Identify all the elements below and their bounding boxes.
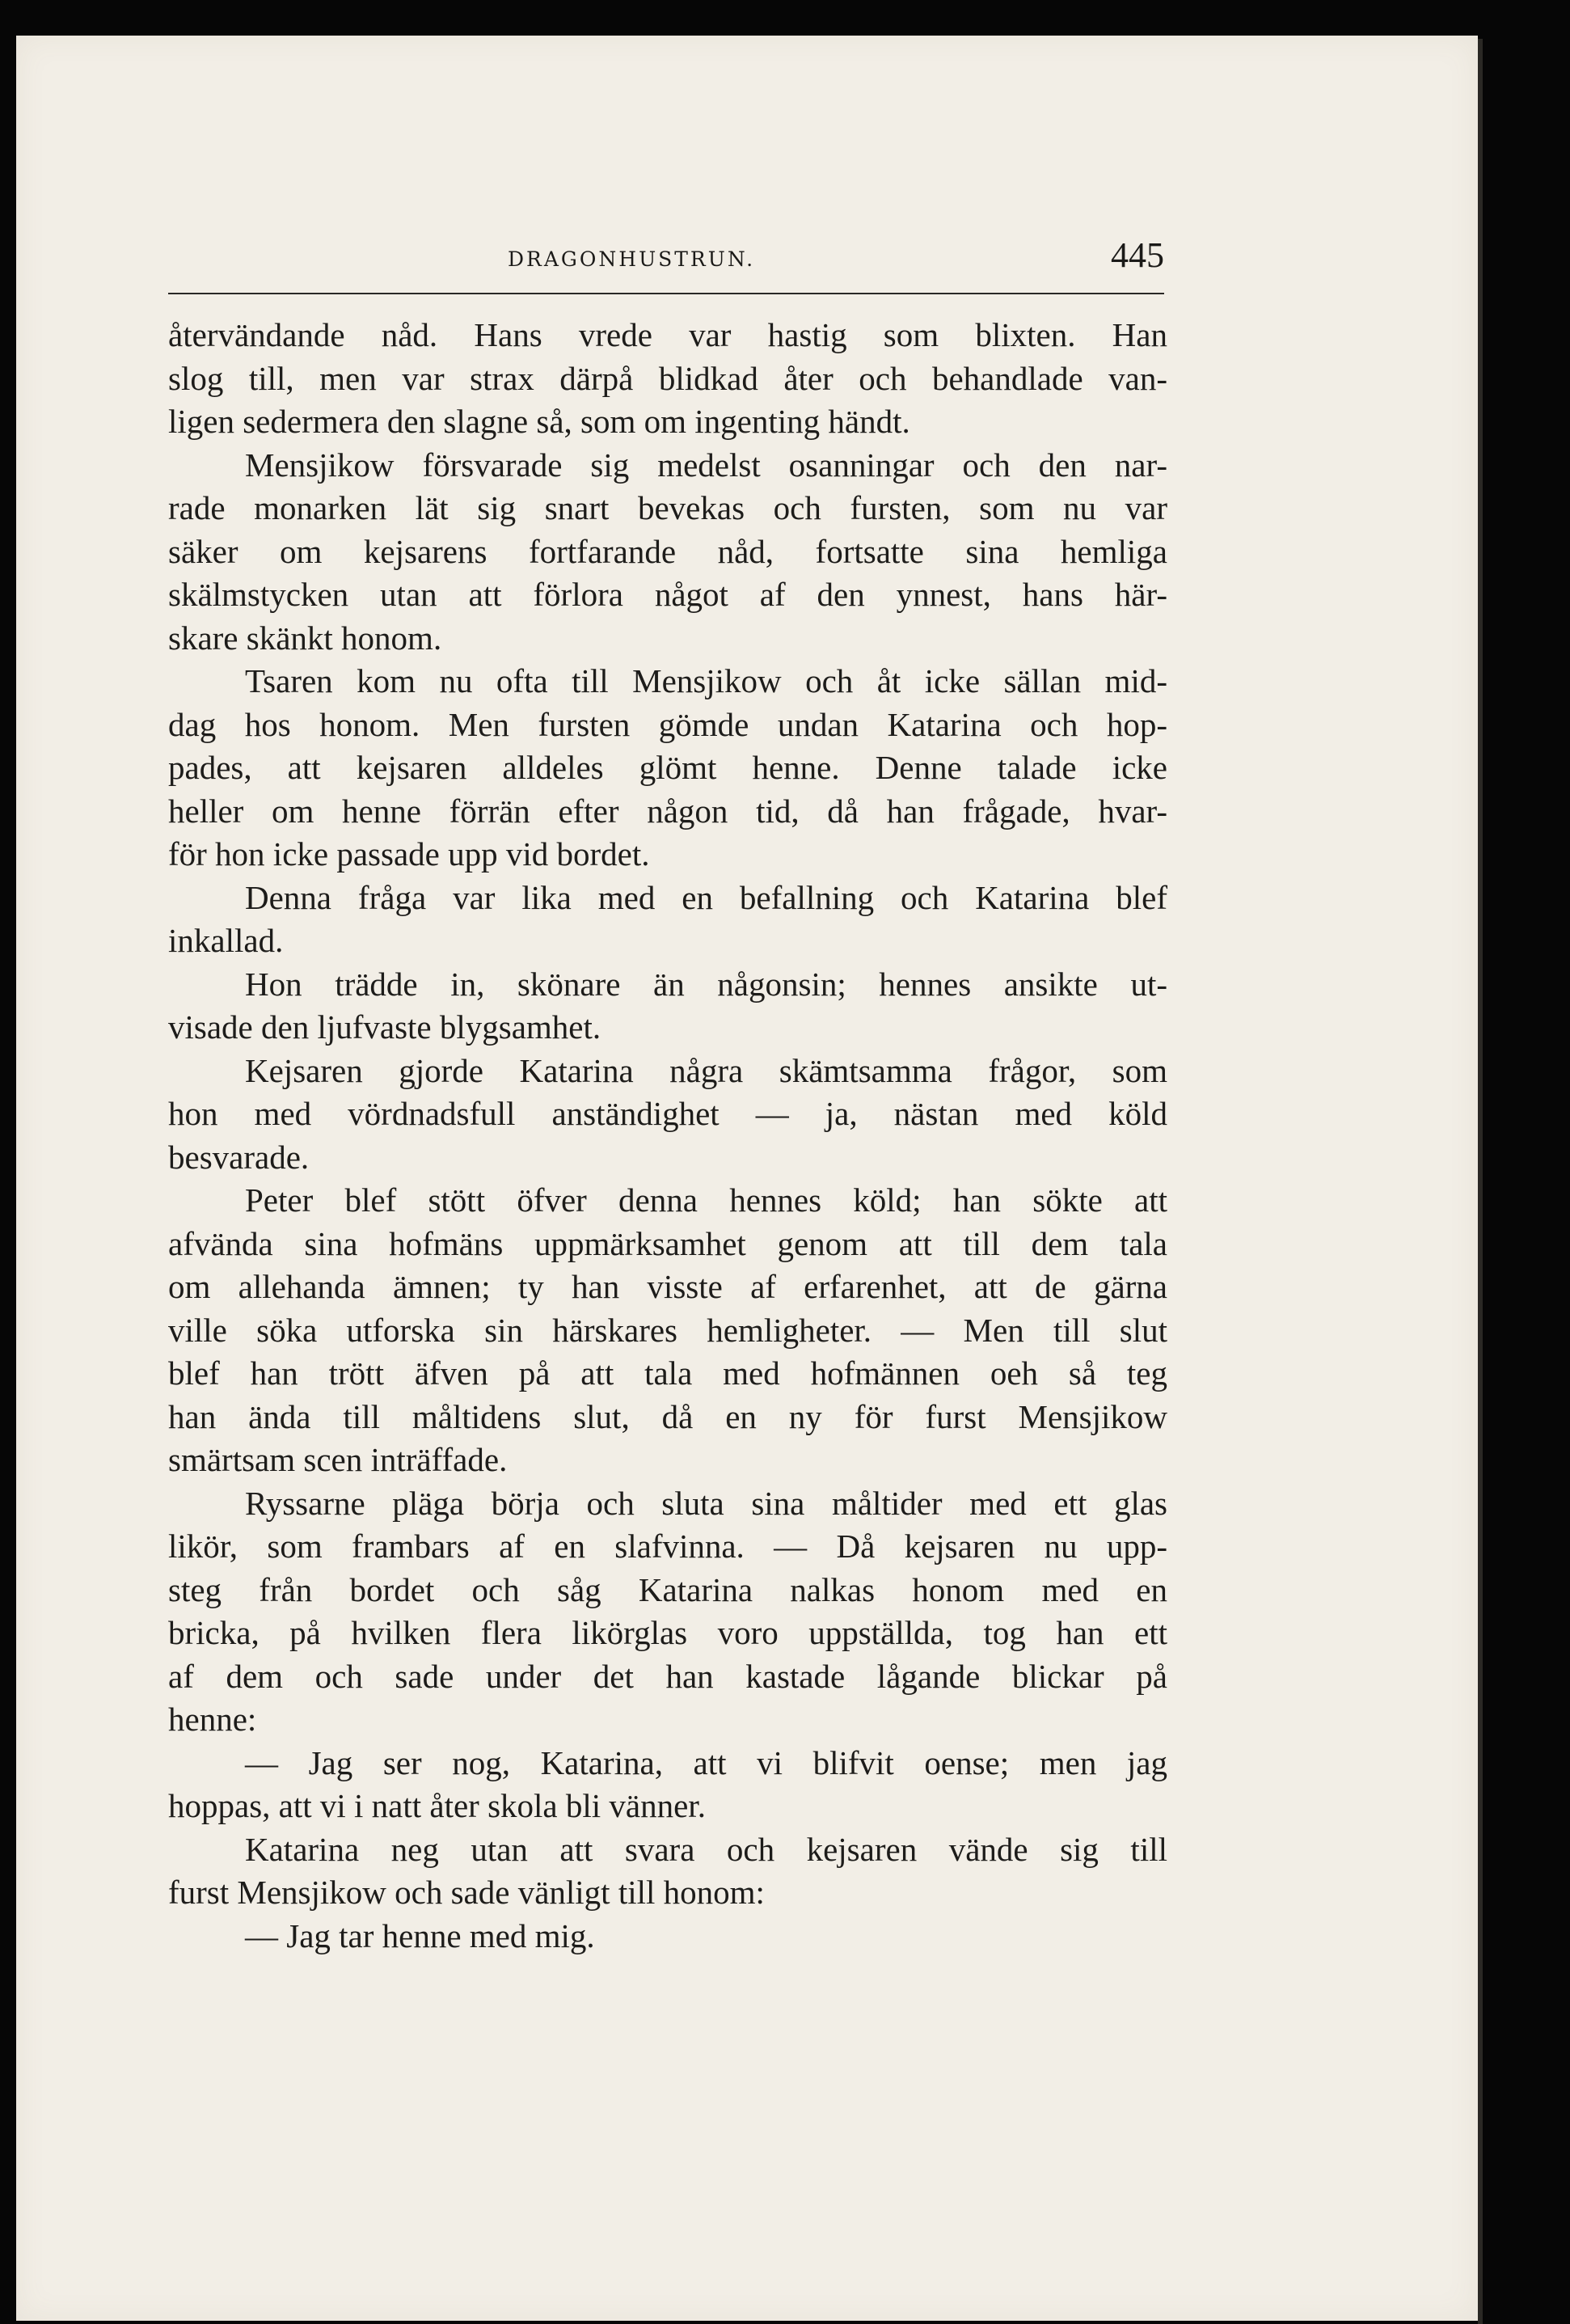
text-line: återvändande nåd. Hans vrede var hastig som blixten. Han [168,316,1167,353]
text-line: Kejsaren gjorde Katarina några skämtsamma frågor, som [245,1051,1167,1089]
text-line: inkallad. [168,922,284,959]
text-line: skare skänkt honom. [168,619,442,657]
text-line: Peter blef stött öfver denna hennes köld; han sökte att [245,1181,1167,1219]
text-line: heller om henne förrän efter någon tid, då han frågade, hvar- [168,792,1167,830]
text-line: ville söka utforska sin härskares hemligheter. — Men till slut [168,1311,1167,1349]
running-head: DRAGONHUSTRUN. [508,247,756,271]
text-line: pades, att kejsaren alldeles glömt henne. Denne talade icke [168,749,1167,786]
text-line: — Jag ser nog, Katarina, att vi blifvit oense; men jag [245,1743,1167,1781]
text-line: likör, som frambars af en slafvinna. — Då kejsaren nu upp- [168,1528,1167,1565]
text-line: slog till, men var strax därpå blidkad åter och behandlade van- [168,359,1167,397]
text-line: dag hos honom. Men fursten gömde undan Katarina och hop- [168,705,1167,743]
text-line: blef han trött äfven på att tala med hofmännen oeh så teg [168,1354,1167,1392]
text-line: henne: [168,1701,257,1738]
page-edge [1478,39,1483,2324]
text-line: afvända sina hofmäns uppmärksamhet genom att till dem tala [168,1224,1167,1262]
text-line: bricka, på hvilken flera likörglas voro uppställda, tog han ett [168,1614,1167,1651]
text-line: Denna fråga var lika med en befallning och Katarina blef [245,878,1167,916]
text-line: om allehanda ämnen; ty han visste af erfarenhet, att de gärna [168,1268,1167,1305]
text-line: säker om kejsarens fortfarande nåd, fortsatte sina hemliga [168,532,1167,570]
text-line: ligen sedermera den slagne så, som om ingenting händt. [168,403,910,440]
text-line: visade den ljufvaste blygsamhet. [168,1008,601,1046]
text-line: han ända till måltidens slut, då en ny för furst Mensjikow [168,1397,1167,1435]
text-line: Hon trädde in, skönare än någonsin; hennes ansikte ut- [245,965,1167,1003]
text-line: hoppas, att vi i natt åter skola bli vänner. [168,1787,706,1824]
text-line: af dem och sade under det han kastade lågande blickar på [168,1657,1167,1695]
text-line: — Jag tar henne med mig. [245,1916,595,1954]
text-line: hon med vördnadsfull anständighet — ja, nästan med köld [168,1095,1167,1132]
text-line: besvarade. [168,1138,310,1176]
text-line: Katarina neg utan att svara och kejsaren vände sig till [245,1830,1167,1868]
text-line: furst Mensjikow och sade vänligt till honom: [168,1874,765,1911]
text-line: steg från bordet och såg Katarina nalkas honom med en [168,1570,1167,1608]
header-rule [168,293,1164,294]
text-line: Ryssarne pläga börja och sluta sina måltider med ett glas [245,1484,1167,1522]
text-line: Mensjikow försvarade sig medelst osanningar och den nar- [245,446,1167,484]
text-line: smärtsam scen inträffade. [168,1441,508,1478]
body-text [168,314,1167,1958]
text-line: Tsaren kom nu ofta till Mensjikow och åt icke sällan mid- [245,662,1167,699]
text-line: för hon icke passade upp vid bordet. [168,835,650,873]
page-number: 445 [1111,235,1164,275]
text-line: skälmstycken utan att förlora något af den ynnest, hans här- [168,576,1167,613]
page-header [168,235,1164,294]
text-line: rade monarken lät sig snart bevekas och fursten, som nu var [168,489,1167,526]
